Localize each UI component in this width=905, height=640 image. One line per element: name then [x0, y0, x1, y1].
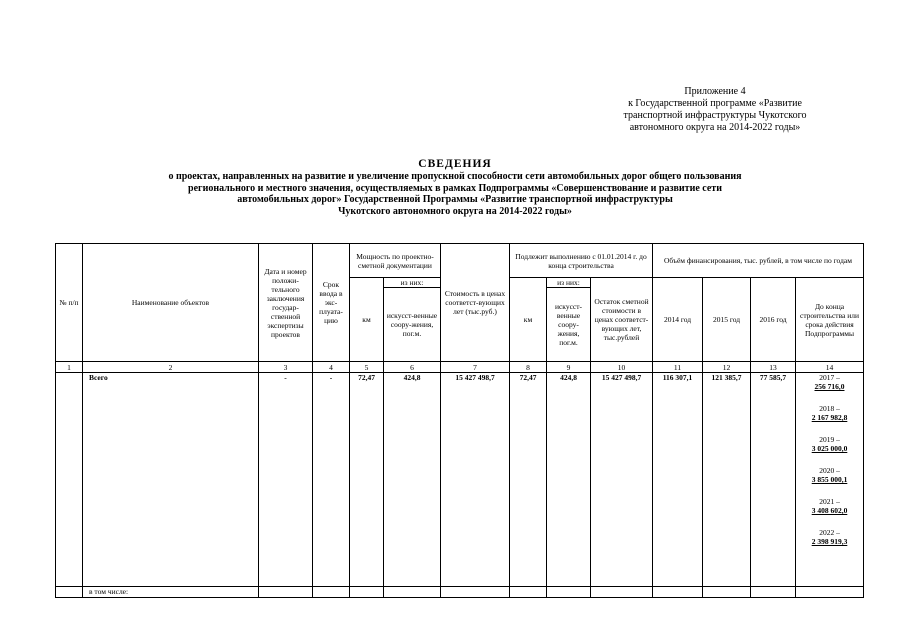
year-value: 3 025 000,0	[811, 444, 848, 453]
appendix-line: к Государственной программе «Развитие	[628, 98, 802, 109]
appendix-line: Приложение 4	[684, 86, 746, 97]
column-number: 1	[56, 362, 83, 373]
header-2015: 2015 год	[703, 278, 751, 362]
year-label: 2017 –	[819, 373, 840, 382]
header-cap-km: км	[350, 278, 384, 362]
header-cap-of-which: из них:	[384, 278, 441, 288]
heading-line: о проектах, направленных на развитие и увеличение пропускной способности сети автомобильных дорог общего пользования	[168, 171, 742, 182]
including-label: в том числе:	[83, 587, 259, 598]
heading-line: регионального и местного значения, осуществляемых в рамках Подпрограммы «Совершенствование и развитие сети	[188, 182, 722, 194]
column-number: 3	[259, 362, 313, 373]
year-amount	[797, 373, 862, 391]
header-done-of-which: из них:	[547, 278, 591, 288]
year-amount	[797, 404, 862, 422]
empty-cell	[510, 587, 547, 598]
column-number: 5	[350, 362, 384, 373]
column-number: 13	[751, 362, 796, 373]
heading-line: Чукотского автономного округа на 2014-2022 годы»	[338, 205, 572, 217]
year-amount	[797, 435, 862, 453]
header-remain: Остаток сметной стоимости в ценах соответст-вующих лет, тыс.рублей	[591, 278, 653, 362]
year-label: 2021 –	[819, 497, 840, 506]
column-number: 14	[796, 362, 864, 373]
document-heading	[40, 158, 870, 217]
empty-cell	[384, 587, 441, 598]
total-later-years	[796, 373, 864, 587]
year-amount	[797, 528, 862, 546]
column-number: 4	[313, 362, 350, 373]
column-number: 2	[83, 362, 259, 373]
header-done-km: км	[510, 278, 547, 362]
column-number: 8	[510, 362, 547, 373]
year-label: 2022 –	[819, 528, 840, 537]
header-2014: 2014 год	[653, 278, 703, 362]
total-term: -	[313, 373, 350, 587]
projects-table	[55, 243, 864, 598]
total-cost: 15 427 498,7	[441, 373, 510, 587]
empty-cell	[653, 587, 703, 598]
total-cap-art: 424,8	[384, 373, 441, 587]
column-number: 11	[653, 362, 703, 373]
total-done-km: 72,47	[510, 373, 547, 587]
year-amount	[797, 466, 862, 484]
year-label: 2019 –	[819, 435, 840, 444]
column-number: 7	[441, 362, 510, 373]
empty-cell	[259, 587, 313, 598]
total-cap-km: 72,47	[350, 373, 384, 587]
empty-cell	[591, 587, 653, 598]
appendix-line: транспортной инфраструктуры Чукотского	[623, 110, 807, 121]
total-2016: 77 585,7	[751, 373, 796, 587]
header-finance: Объём финансирования, тыс. рублей, в том числе по годам	[653, 244, 864, 278]
year-value: 256 716,0	[814, 382, 845, 391]
header-name: Наименование объектов	[83, 244, 259, 362]
column-number: 10	[591, 362, 653, 373]
appendix-line: автономного округа на 2014-2022 годы»	[629, 122, 801, 133]
year-label: 2018 –	[819, 404, 840, 413]
header-2016: 2016 год	[751, 278, 796, 362]
column-number: 9	[547, 362, 591, 373]
header-capacity: Мощность по проектно-сметной документации	[350, 244, 441, 278]
header-done-art: искусст-венные соору-жения, пог.м.	[547, 288, 591, 362]
year-amount	[797, 497, 862, 515]
empty-cell	[751, 587, 796, 598]
year-value: 2 167 982,8	[811, 413, 848, 422]
empty-cell	[547, 587, 591, 598]
document-title: СВЕДЕНИЯ	[418, 158, 492, 170]
header-until-end: До конца строительства или срока действия Подпрограммы	[796, 278, 864, 362]
total-2015: 121 385,7	[703, 373, 751, 587]
header-done: Подлежит выполнению с 01.01.2014 г. до конца строительства	[510, 244, 653, 278]
total-name: Всего	[83, 373, 259, 587]
total-num	[56, 373, 83, 587]
column-number: 6	[384, 362, 441, 373]
year-value: 3 855 000,1	[811, 475, 848, 484]
heading-line: автомобильных дорог» Государственной Программы «Развитие транспортной инфраструктуры	[237, 194, 673, 205]
empty-cell	[703, 587, 751, 598]
empty-cell	[56, 587, 83, 598]
empty-cell	[313, 587, 350, 598]
appendix-note	[590, 86, 840, 134]
column-numbers-row	[56, 362, 864, 373]
header-num: № п/п	[56, 244, 83, 362]
year-value: 3 408 602,0	[811, 506, 848, 515]
including-row	[56, 587, 864, 598]
empty-cell	[441, 587, 510, 598]
total-remain: 15 427 498,7	[591, 373, 653, 587]
header-term: Срок ввода в экс-плуата-цию	[313, 244, 350, 362]
year-label: 2020 –	[819, 466, 840, 475]
year-value: 2 398 919,3	[811, 537, 848, 546]
header-cost: Стоимость в ценах соответст-вующих лет (тыс.руб.)	[441, 244, 510, 362]
total-2014: 116 307,1	[653, 373, 703, 587]
empty-cell	[350, 587, 384, 598]
header-date: Дата и номер положи-тельного заключения государ-ственной экспертизы проектов	[259, 244, 313, 362]
total-date: -	[259, 373, 313, 587]
total-done-art: 424,8	[547, 373, 591, 587]
column-number: 12	[703, 362, 751, 373]
empty-cell	[796, 587, 864, 598]
total-row	[56, 373, 864, 587]
header-cap-art: искусст-венные соору-жения, пог.м.	[384, 288, 441, 362]
